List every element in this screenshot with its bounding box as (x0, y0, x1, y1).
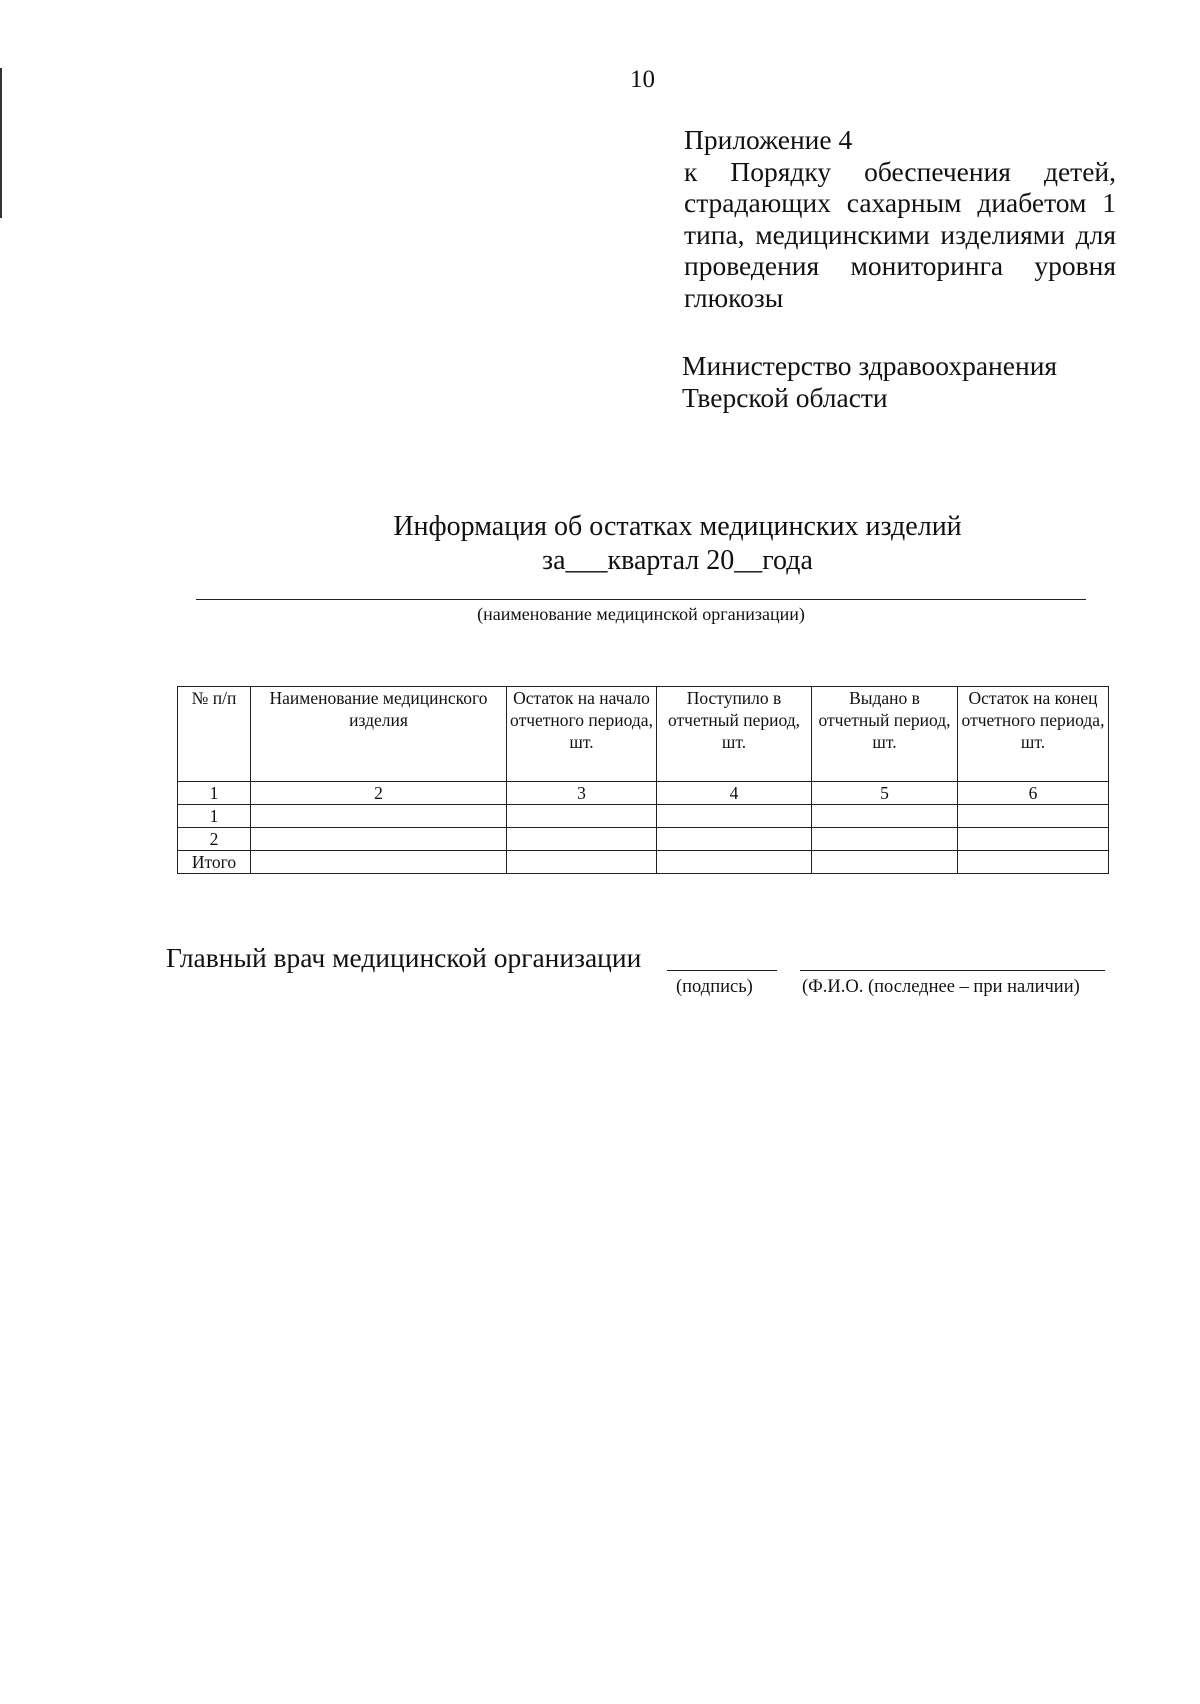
table-total-row (178, 851, 1109, 874)
column-number: 1 (178, 782, 251, 805)
table-cell (507, 805, 657, 828)
table-cell (251, 828, 507, 851)
table-cell: 2 (178, 828, 251, 851)
column-number: 5 (812, 782, 958, 805)
name-caption: (Ф.И.О. (последнее – при наличии) (802, 977, 1080, 997)
column-header: № п/п (178, 687, 251, 782)
report-table (177, 686, 1109, 874)
table-cell (251, 851, 507, 874)
organization-name-line (196, 599, 1086, 600)
table-row (178, 805, 1109, 828)
table-cell: 1 (178, 805, 251, 828)
column-number: 6 (958, 782, 1109, 805)
column-number: 3 (507, 782, 657, 805)
page-number: 10 (630, 66, 655, 93)
table-cell (958, 805, 1109, 828)
table-cell (507, 828, 657, 851)
table-cell (958, 851, 1109, 874)
column-number: 2 (251, 782, 507, 805)
table-header-row (178, 687, 1109, 782)
table-cell (657, 851, 812, 874)
table-row (178, 828, 1109, 851)
table-cell (657, 828, 812, 851)
table-cell (251, 805, 507, 828)
document-title-line-2: за___квартал 20__года (542, 545, 813, 576)
table-cell (812, 805, 958, 828)
table-cell (657, 805, 812, 828)
name-line (800, 970, 1105, 971)
column-header: Остаток на начало отчетного периода, шт. (507, 687, 657, 782)
signature-label: Главный врач медицинской организации (166, 942, 642, 973)
signature-caption: (подпись) (676, 977, 753, 997)
table-cell (507, 851, 657, 874)
document-title-line-1: Информация об остатках медицинских изделий (393, 511, 962, 542)
signature-line (667, 970, 777, 971)
column-header: Наименование медицинского изделия (251, 687, 507, 782)
organization-caption: (наименование медицинской организации) (477, 604, 805, 624)
addressee-line-1: Министерство здравоохранения (682, 350, 1058, 381)
appendix-title: Приложение 4 (684, 124, 853, 155)
addressee-line-2: Тверской области (682, 381, 888, 413)
appendix-block (684, 124, 1116, 313)
table-cell (812, 851, 958, 874)
table-cell: Итого (178, 851, 251, 874)
column-number: 4 (657, 782, 812, 805)
appendix-body: к Порядку обеспечения детей, страдающих сахарным диабетом 1 типа, медицинскими изделиями для проведения мониторинга уровня глюкозы (684, 155, 1116, 313)
addressee-block (682, 350, 1142, 413)
column-header: Поступило в отчетный период, шт. (657, 687, 812, 782)
document-title (0, 510, 1200, 578)
table-cell (812, 828, 958, 851)
table-cell (958, 828, 1109, 851)
column-header: Выдано в отчетный период, шт. (812, 687, 958, 782)
column-number-row (178, 782, 1109, 805)
column-header: Остаток на конец отчетного периода, шт. (958, 687, 1109, 782)
